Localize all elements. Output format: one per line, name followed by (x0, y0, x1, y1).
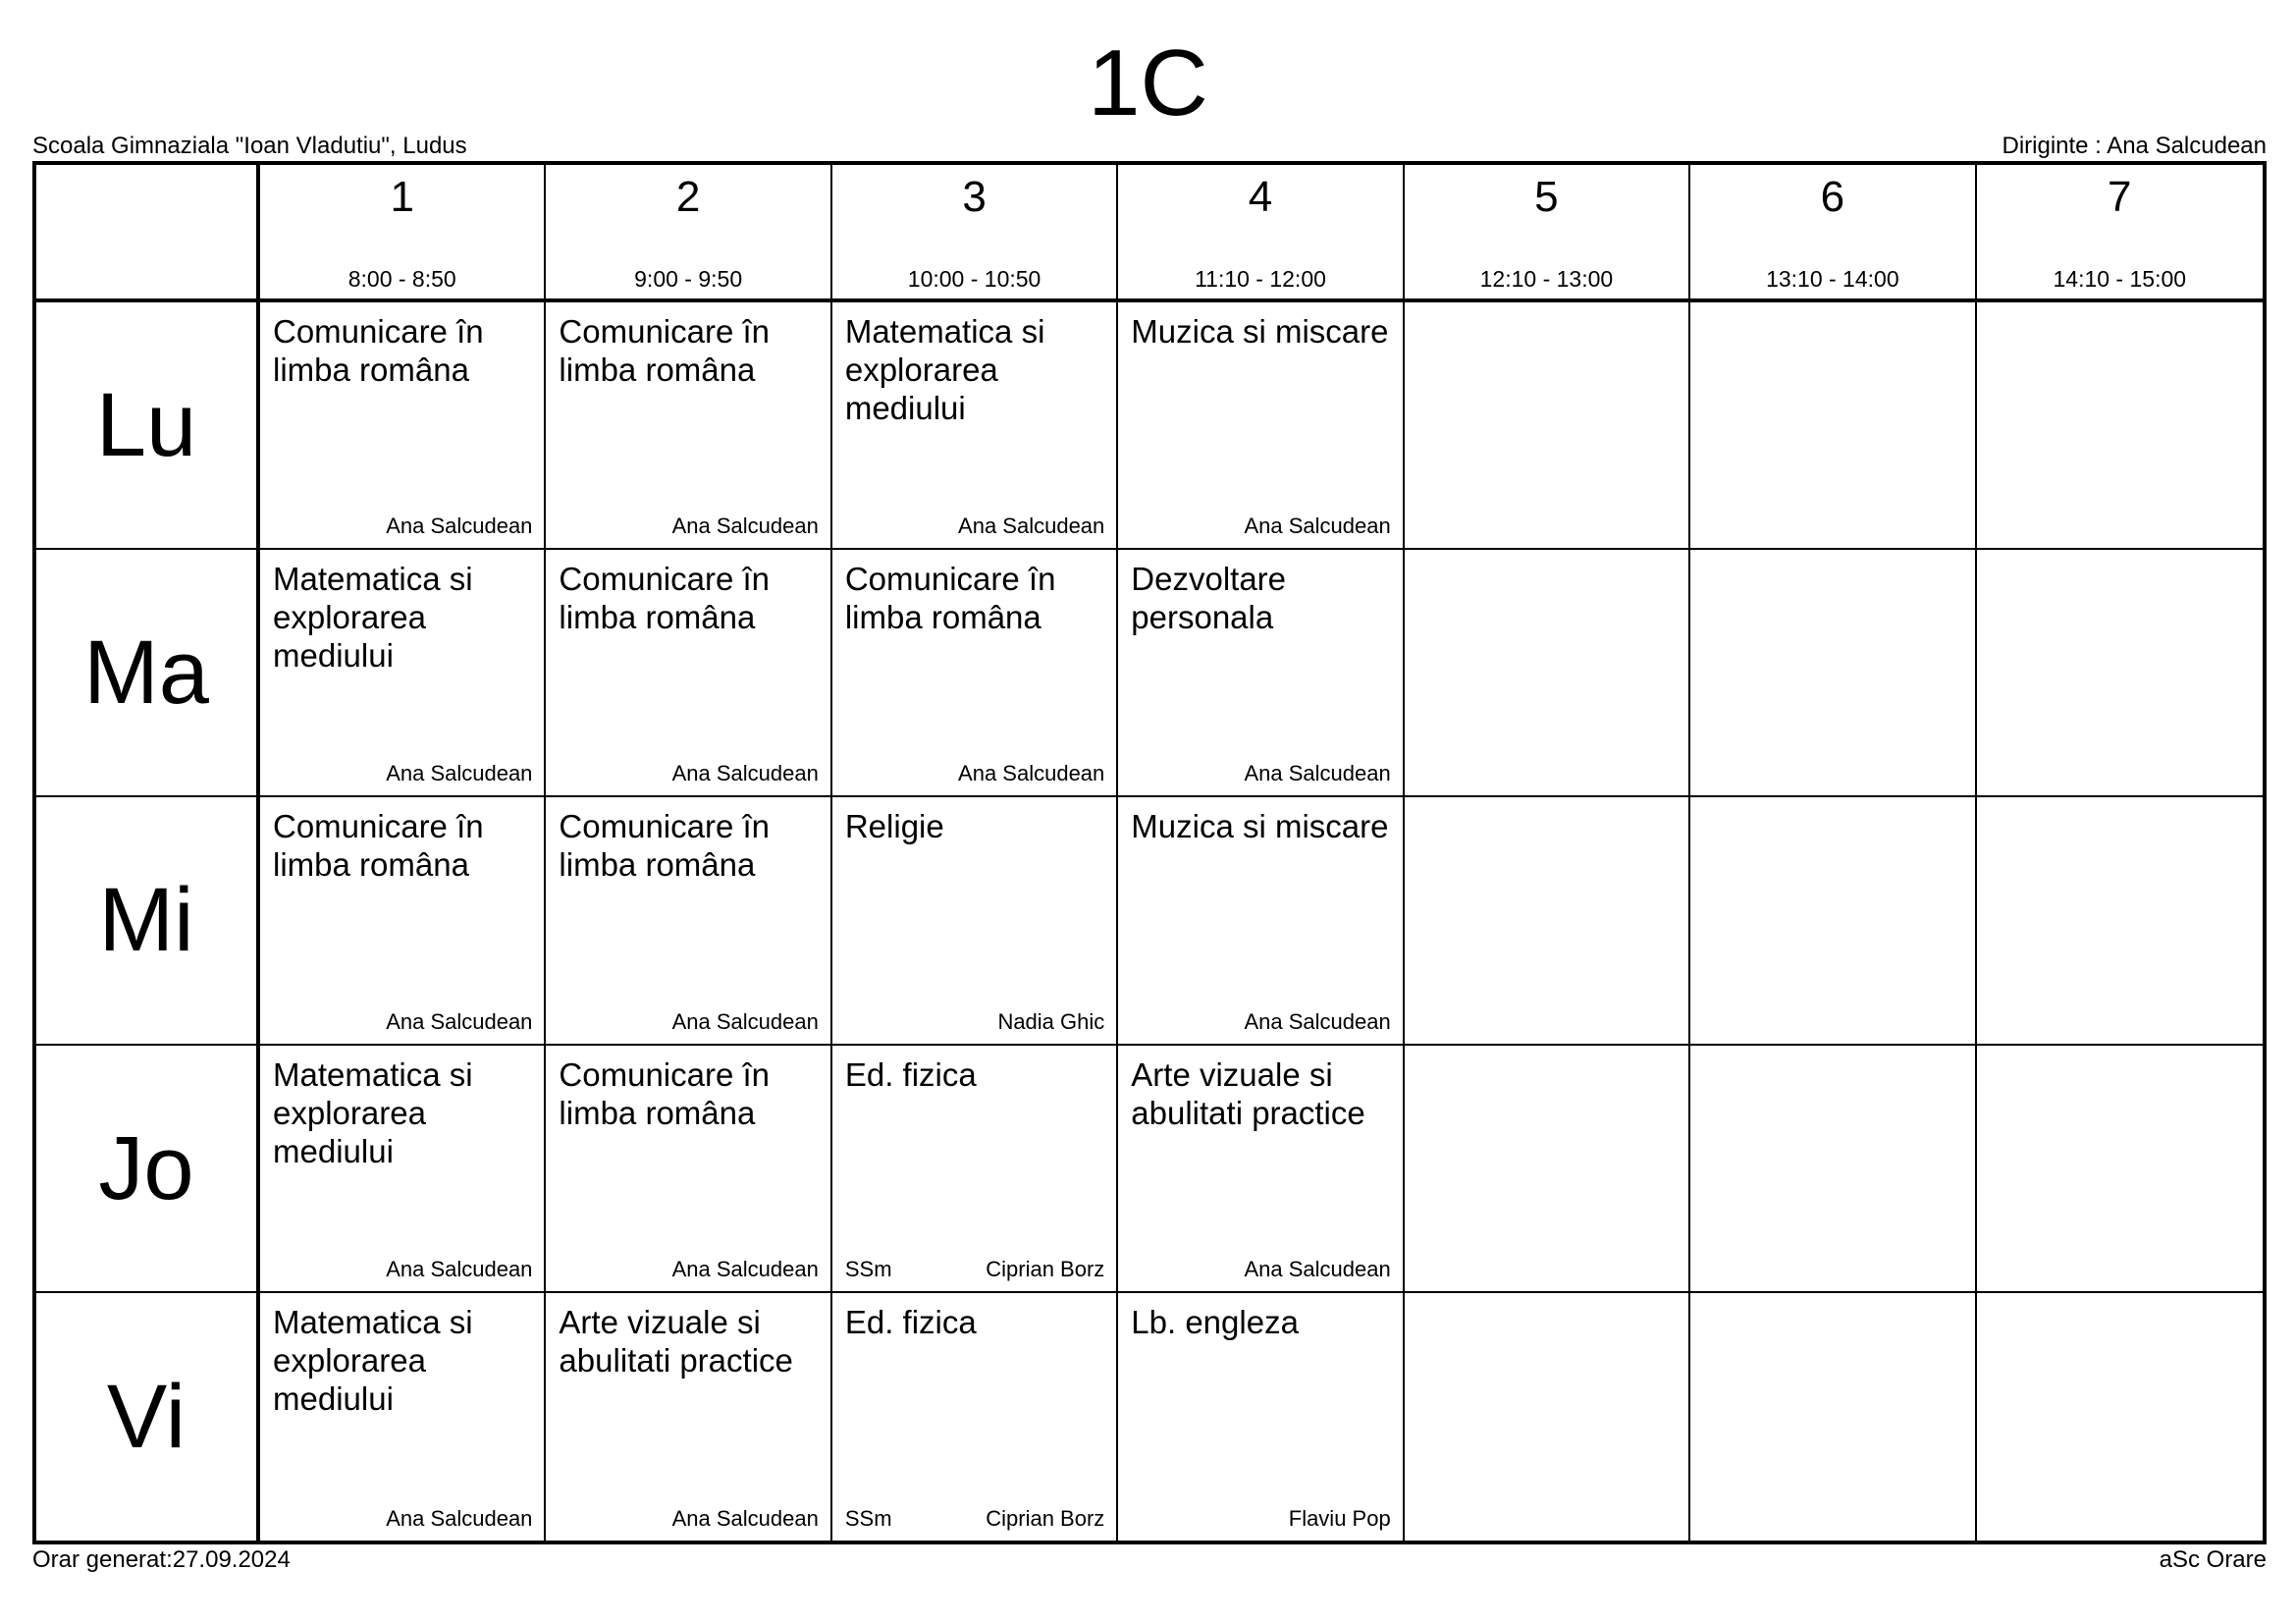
lesson-subject: Lb. engleza (1131, 1303, 1299, 1340)
lesson-subject: Comunicare în limba româna (844, 561, 1056, 636)
lesson-cell (1405, 1293, 1690, 1541)
period-time: 9:00 - 9:50 (634, 266, 743, 292)
lesson-cell (1977, 302, 2263, 550)
lesson-teacher: Ana Salcudean (386, 514, 533, 539)
period-number: 5 (1534, 173, 1559, 221)
lesson-teacher: Ana Salcudean (671, 1008, 819, 1034)
lesson-subject: Ed. fizica (844, 1303, 977, 1340)
lesson-room: SSm (844, 1505, 892, 1531)
lesson-teacher: Ana Salcudean (1244, 761, 1391, 786)
lesson-cell (832, 797, 1118, 1045)
lesson-subject: Ed. fizica (844, 1055, 977, 1093)
lesson-subject: Matematica si explorarea mediului (273, 561, 473, 675)
lesson-cell (546, 302, 831, 550)
lesson-cell (260, 550, 546, 797)
day-cell (36, 797, 260, 1045)
day-label: Mi (98, 870, 194, 971)
day-label: Ma (83, 622, 209, 724)
period-header (1405, 165, 1690, 302)
lesson-subject: Comunicare în limba româna (273, 313, 484, 388)
lesson-subject: Arte vizuale si abulitati practice (1131, 1055, 1365, 1131)
lesson-subject: Comunicare în limba româna (273, 808, 484, 884)
lesson-teacher: Ana Salcudean (671, 1256, 819, 1281)
lesson-room: SSm (844, 1256, 892, 1281)
lesson-cell (1118, 302, 1404, 550)
period-time: 8:00 - 8:50 (347, 266, 456, 292)
lesson-teacher: Ana Salcudean (671, 1505, 819, 1531)
lesson-cell (832, 550, 1118, 797)
lesson-cell (1977, 1046, 2263, 1293)
lesson-cell (1690, 1293, 1976, 1541)
school-name: Scoala Gimnaziala "Ioan Vladutiu", Ludus (32, 133, 467, 159)
period-header (832, 165, 1118, 302)
lesson-cell (1690, 797, 1976, 1045)
lesson-cell (1977, 1293, 2263, 1541)
lesson-cell (832, 1046, 1118, 1293)
period-number: 2 (675, 173, 701, 221)
lesson-cell (1118, 550, 1404, 797)
lesson-teacher: Ana Salcudean (671, 761, 819, 786)
lesson-cell (1118, 797, 1404, 1045)
lesson-teacher: Ana Salcudean (1244, 514, 1391, 539)
period-time: 10:00 - 10:50 (907, 266, 1041, 292)
day-cell (36, 1293, 260, 1541)
lesson-cell (1405, 302, 1690, 550)
lesson-teacher: Ana Salcudean (671, 514, 819, 539)
lesson-teacher: Ana Salcudean (386, 1256, 533, 1281)
period-number: 7 (2108, 173, 2132, 221)
lesson-teacher: Nadia Ghic (997, 1008, 1105, 1034)
lesson-teacher: Ana Salcudean (958, 514, 1105, 539)
period-header (546, 165, 831, 302)
lesson-cell (260, 1293, 546, 1541)
lesson-cell (1690, 302, 1976, 550)
lesson-cell (1690, 1046, 1976, 1293)
period-header (1118, 165, 1404, 302)
lesson-teacher: Ana Salcudean (1244, 1256, 1391, 1281)
lesson-subject: Religie (844, 808, 944, 845)
lesson-cell (1977, 797, 2263, 1045)
period-number: 3 (962, 173, 987, 221)
period-header (1977, 165, 2263, 302)
lesson-cell (260, 797, 546, 1045)
lesson-cell (1405, 1046, 1690, 1293)
lesson-cell (1690, 550, 1976, 797)
period-header (260, 165, 546, 302)
period-header (1690, 165, 1976, 302)
lesson-teacher: Ana Salcudean (386, 1008, 533, 1034)
lesson-cell (1405, 550, 1690, 797)
lesson-teacher: Ciprian Borz (986, 1505, 1105, 1531)
timetable-grid (32, 161, 2267, 1544)
lesson-cell (1977, 550, 2263, 797)
lesson-cell (1118, 1046, 1404, 1293)
lesson-cell (1118, 1293, 1404, 1541)
lesson-cell (260, 302, 546, 550)
lesson-cell (832, 1293, 1118, 1541)
lesson-subject: Dezvoltare personala (1131, 561, 1287, 636)
lesson-teacher: Ana Salcudean (1244, 1008, 1391, 1034)
lesson-subject: Matematica si explorarea mediului (273, 1055, 473, 1169)
lesson-teacher: Ana Salcudean (958, 761, 1105, 786)
day-label: Jo (98, 1117, 194, 1218)
class-title: 1C (1088, 30, 1208, 135)
period-time: 12:10 - 13:00 (1479, 266, 1614, 292)
period-time: 14:10 - 15:00 (2053, 266, 2187, 292)
lesson-cell (546, 797, 831, 1045)
generated-date: Orar generat:27.09.2024 (32, 1546, 291, 1573)
lesson-subject: Comunicare în limba româna (559, 313, 771, 388)
lesson-subject: Comunicare în limba româna (559, 561, 771, 636)
lesson-teacher: Ciprian Borz (986, 1256, 1105, 1281)
lesson-subject: Arte vizuale si abulitati practice (559, 1303, 793, 1379)
period-number: 6 (1820, 173, 1845, 221)
day-label: Vi (106, 1366, 187, 1467)
period-number: 1 (390, 173, 414, 221)
period-time: 13:10 - 14:00 (1766, 266, 1899, 292)
software-credit: aSc Orare (2159, 1546, 2267, 1573)
day-label: Lu (95, 375, 197, 476)
corner-cell (36, 165, 260, 302)
lesson-cell (832, 302, 1118, 550)
lesson-subject: Muzica si miscare (1131, 313, 1389, 350)
lesson-subject: Muzica si miscare (1131, 808, 1389, 845)
form-teacher: Diriginte : Ana Salcudean (2002, 133, 2267, 159)
day-cell (36, 302, 260, 550)
period-number: 4 (1248, 173, 1273, 221)
period-time: 11:10 - 12:00 (1195, 266, 1326, 292)
lesson-cell (546, 1293, 831, 1541)
day-cell (36, 1046, 260, 1293)
lesson-teacher: Ana Salcudean (386, 761, 533, 786)
lesson-subject: Comunicare în limba româna (559, 1055, 771, 1131)
lesson-cell (546, 1046, 831, 1293)
lesson-subject: Matematica si explorarea mediului (273, 1303, 473, 1417)
lesson-cell (1405, 797, 1690, 1045)
lesson-teacher: Ana Salcudean (386, 1505, 533, 1531)
lesson-subject: Comunicare în limba româna (559, 808, 771, 884)
lesson-cell (546, 550, 831, 797)
lesson-cell (260, 1046, 546, 1293)
lesson-subject: Matematica si explorarea mediului (844, 313, 1045, 426)
lesson-teacher: Flaviu Pop (1288, 1505, 1391, 1531)
day-cell (36, 550, 260, 797)
